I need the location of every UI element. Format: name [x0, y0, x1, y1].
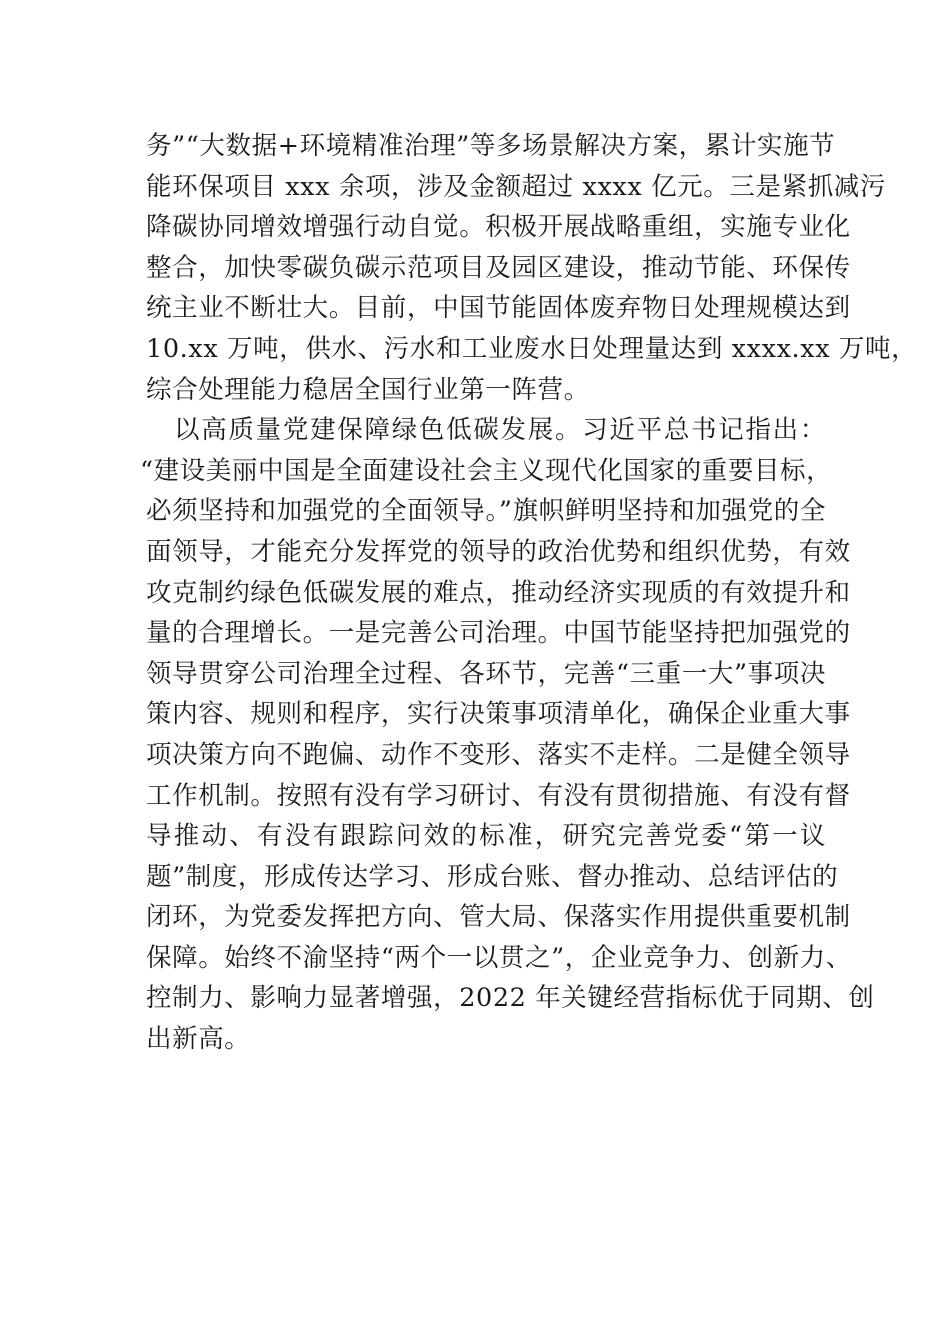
- paragraph-line: 出新高。: [146, 1024, 251, 1055]
- paragraph-line: 工作机制。按照有没有学习研讨、有没有贯彻措施、有没有督: [146, 780, 851, 811]
- paragraph-line: 能环保项目 xxx 余项，涉及金额超过 xxxx 亿元。三是紧抓减污: [146, 171, 886, 202]
- paragraph-line: 10.xx 万吨，供水、污水和工业废水日处理量达到 xxxx.xx 万吨，: [146, 333, 918, 364]
- paragraph-line: 领导贯穿公司治理全过程、各环节，完善“三重一大”事项决: [146, 658, 826, 689]
- paragraph-line: 闭环，为党委发挥把方向、管大局、保落实作用提供重要机制: [146, 902, 851, 933]
- paragraph-line: 项决策方向不跑偏、动作不变形、落实不走样。二是健全领导: [146, 739, 851, 770]
- paragraph-line: 降碳协同增效增强行动自觉。积极开展战略重组，实施专业化: [146, 212, 851, 243]
- paragraph-line: 面领导，才能充分发挥党的领导的政治优势和组织优势，有效: [146, 536, 851, 567]
- paragraph-1: [146, 126, 918, 410]
- paragraph-line: 量的合理增长。一是完善公司治理。中国节能坚持把加强党的: [146, 618, 851, 649]
- paragraph-line: 题”制度，形成传达学习、形成台账、督办推动、总结评估的: [146, 861, 839, 892]
- paragraph-2: [140, 410, 875, 1060]
- paragraph-line: “建设美丽中国是全面建设社会主义现代化国家的重要目标，: [140, 455, 833, 486]
- paragraph-line: 保障。始终不渝坚持“两个一以贯之”，企业竞争力、创新力、: [146, 942, 852, 973]
- paragraph-line: 策内容、规则和程序，实行决策事项清单化，确保企业重大事: [146, 699, 851, 730]
- paragraph-line: 整合，加快零碳负碳示范项目及园区建设，推动节能、环保传: [146, 252, 851, 283]
- paragraph-line: 以高质量党建保障绿色低碳发展。习近平总书记指出：: [174, 415, 826, 446]
- paragraph-line: 导推动、有没有跟踪问效的标准，研究完善党委“第一议: [146, 821, 826, 852]
- paragraph-line: 务”“大数据+环境精准治理”等多场景解决方案，累计实施节: [146, 131, 836, 161]
- paragraph-line: 必须坚持和加强党的全面领导。”旗帜鲜明坚持和加强党的全: [146, 496, 826, 527]
- document-body: [140, 126, 918, 1060]
- paragraph-line: 综合处理能力稳居全国行业第一阵营。: [146, 374, 590, 405]
- paragraph-line: 攻克制约绿色低碳发展的难点，推动经济实现质的有效提升和: [146, 577, 851, 608]
- paragraph-line: 控制力、影响力显著增强，2022 年关键经营指标优于同期、创: [146, 983, 875, 1014]
- paragraph-line: 统主业不断壮大。目前，中国节能固体废弃物日处理规模达到: [146, 293, 851, 324]
